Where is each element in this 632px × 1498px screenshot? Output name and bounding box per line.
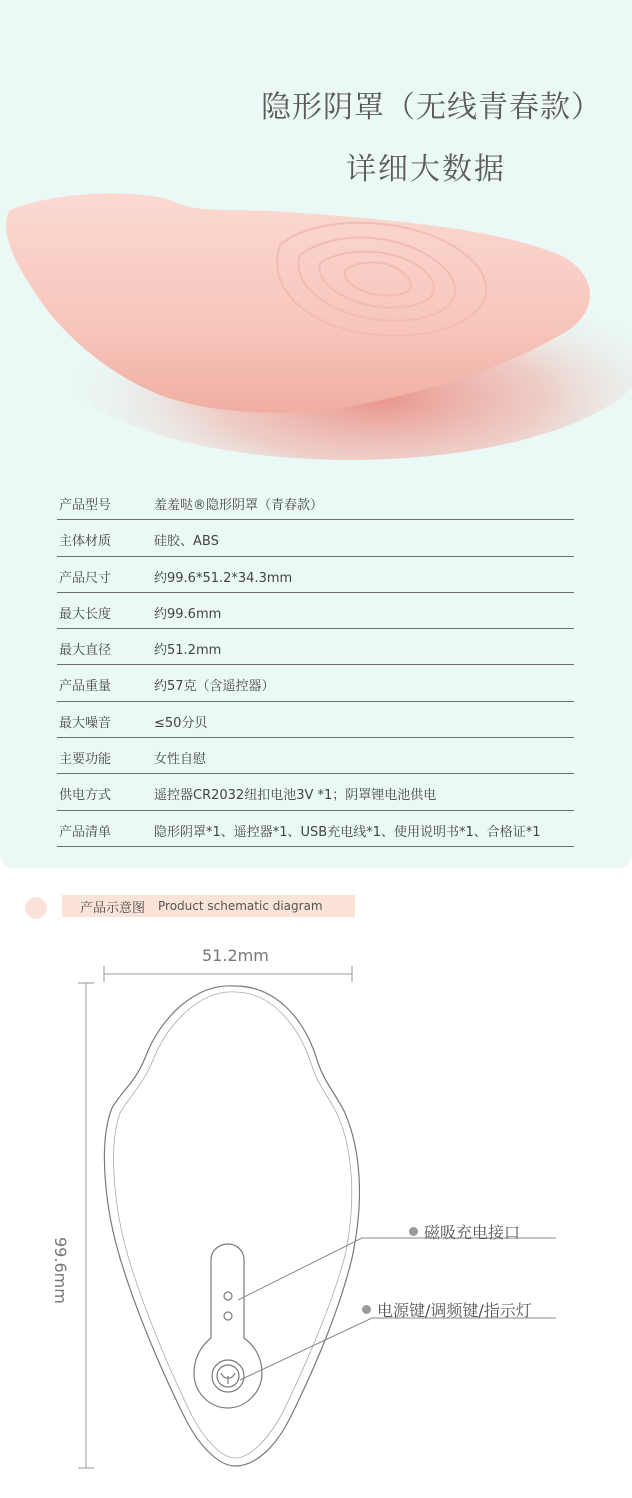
height-label: 99.6mm [51,1237,70,1304]
spec-value: ≤50分贝 [154,715,208,731]
table-row [57,484,574,520]
spec-table [57,484,574,847]
schematic-section [0,868,632,1498]
section-title-cn: 产品示意图 [80,900,146,916]
schematic-drawing [0,868,632,1498]
table-row [57,702,574,738]
spec-value: 约57克（含遥控器） [154,679,275,695]
bullet-icon [362,1305,371,1314]
spec-value: 约99.6mm [154,606,222,622]
callout-leader-1 [238,1238,556,1300]
product-image [0,185,632,470]
spec-value: 隐形阴罩*1、遥控器*1、USB充电线*1、使用说明书*1、合格证*1 [154,824,541,840]
charging-port-icon [224,1292,232,1300]
spec-label: 供电方式 [59,788,112,804]
spec-label: 主体材质 [59,534,112,550]
table-row [57,629,574,665]
page-subtitle: 详细大数据 [346,152,506,187]
spec-value: 约51.2mm [154,643,222,659]
callout-label: 磁吸充电接口 [424,1223,521,1242]
spec-value: 约99.6*51.2*34.3mm [154,570,293,586]
callout-charging-port [409,1220,520,1243]
callout-power-button [362,1298,532,1321]
table-row [57,593,574,629]
product-outline [104,986,359,1466]
table-row [57,774,574,810]
spec-value: 女性自慰 [154,752,207,768]
spec-label: 最大长度 [59,606,112,622]
table-row [57,665,574,701]
callout-leader-2 [240,1318,556,1380]
spec-value: 羞羞哒®隐形阴罩（青春款） [154,498,324,513]
table-row [57,738,574,774]
spec-label: 最大直径 [59,643,112,659]
charging-port-icon [224,1312,232,1320]
spec-value: 遥控器CR2032纽扣电池3V *1；阴罩锂电池供电 [154,788,437,804]
page-title: 隐形阴罩（无线青春款） [261,90,602,125]
spec-label: 产品清单 [59,824,112,840]
spec-value: 硅胶、ABS [154,534,219,550]
bullet-icon [409,1227,418,1236]
table-row [57,811,574,847]
table-row [57,557,574,593]
spec-label: 产品重量 [59,679,112,695]
spec-label: 产品型号 [59,498,112,513]
callout-label: 电源键/调频键/指示灯 [377,1301,532,1320]
table-row [57,520,574,556]
spec-label: 产品尺寸 [59,570,112,586]
width-label: 51.2mm [202,946,269,965]
spec-label: 最大噪音 [59,715,112,731]
section-title-en: Product schematic diagram [158,899,323,913]
spec-label: 主要功能 [59,752,112,768]
